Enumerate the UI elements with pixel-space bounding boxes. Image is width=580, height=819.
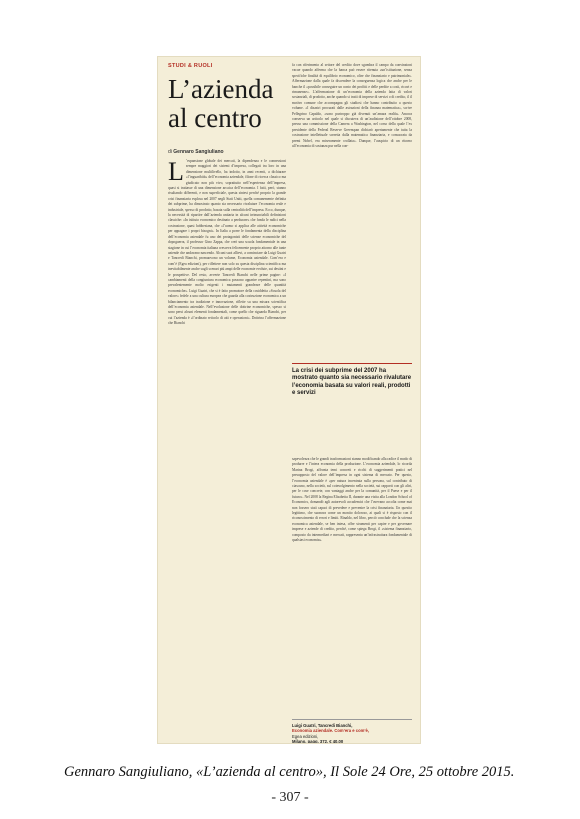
drop-cap: L (168, 159, 184, 186)
article-headline (168, 75, 278, 133)
byline-prefix: di (168, 149, 172, 155)
book-details: Milano, pagg. 372, € 40,00 (292, 738, 344, 743)
pull-quote: La crisi dei subprime del 2007 ha mostrato quanto sia necessario rivalutare l’economia basata su valori reali, prodotti e servizi (292, 363, 412, 398)
book-publisher: Egea edizioni, (292, 733, 319, 739)
figure-caption: Gennaro Sangiuliano, «L’azienda al centro», Il Sole 24 Ore, 25 ottobre 2015. (64, 764, 515, 780)
book-title: Economia aziendale. Com’era e com’è, (292, 728, 370, 734)
book-info-box (292, 719, 412, 743)
article-column-1 (168, 159, 286, 737)
headline-line-1: L’azienda (168, 74, 274, 104)
article-column-2 (292, 63, 412, 359)
column-2-text: fa con riferimento al settore del credito dove sgombra il campo da convinzioni vacue quando afferma che la banca può essere ritenuta «un’istituzione, senza specifiche finalità di equilibrio economico, oltre che finanziario e patrimoniale». Affermazione dalla quale fa discendere la conseguenza logica che anche per le banche il «possibile conseguire un conto dei profitti e delle perdite a costi, ricavi e rimanenze». L’affermazione di un’economia della azienda fatta di valori sostanziali, di prodotto, anche quando si tratti di imprese di servizi o di credito, il il motivo comune che accompagna gli studiosi che hanno contribuito a questo volume. «I disastri procurati dalle astrazioni della finanza matematica», scrive Pellegrino Capaldo, «sono purtroppo già divenuti un’amara realtà». Ancora conserva un articolo nel quale si discuteva di un’audizione dell’ottobre 2008, presso una commissione della Camera a Washington, nel corso della quale l’ex presidente della Federal Reserve Greenspan dichiarò apertamente che tutta la costruzione intellettuale sorretta dalla matematica finanziaria, e consacrata da premi Nobel, era miseramente crollata». Dunque, l’auspicio di un ritorno all’economia di sostanza pur nella con- (292, 63, 412, 149)
byline-author: Gennaro Sangiuliano (173, 149, 224, 155)
section-label: STUDI & RUOLI (168, 63, 213, 69)
article-column-3 (292, 457, 412, 715)
newspaper-clipping (158, 57, 420, 743)
column-1-text: ’espansione globale dei mercati, la dipendenza e le connessioni sempre maggiori dei sistemi d’impresa, collegati tra loro in una dimensione multilivello, ha indotto, in anni recenti, a dichiarare «l’inguaribità» dell’economia aziendale, filone di ricerca classico ma giudicato non più vivo, soprattutto nell’esperienza dell’impresa, quasi si trattasse di una dimensione arcaica dell’economia. I fatti, però, stanno risultando differenti, e non superficiale, questa sintesi perché proprio la grande crisi finanziaria esplosa nel 2007 negli Stati Uniti, quella comunemente definita dei subprime, ha dimostrato quanto sia necessario rivalutare l’economia reale e industriale, spesso di prodotto, basata sulla centralità dell’impresa. Ecco, dunque, la necessità di ripartire dall’azienda unitaria in alcuni irrinunciabili definizioni classiche: «In istituto economico destinato a perdurare» che fonda le radici nella costruzione, quasi hobbesiana, che «l’uomo si applica alle attività economiche per appagare i propri bisogni». In Italia a porre le fondamenta della disciplina dell’economia aziendale fu uno dei protagonisti delle scienze economiche del dopoguerra, il professor Gino Zappa, che creò una scuola fondamentale in una stagione in cui l’economia italiana cresceva felicemente proprio attorno alle tante aziende che andavano nascendo. Alcuni suoi allievi, a cominciare da Luigi Guatri e Tancredi Bianchi, promuovono un volume, Economia aziendale. Com’era e com’è (Egea edizioni), per riflettere non solo su questa disciplina scientifica ma inevitabilmente anche sugli scenari più ampi delle economie evolute, sui destini e le prospettive. Del resto, avverte Tancredi Bianchi nelle prime pagine: «I cambiamenti della congiuntura economica possono apparire repentini, ma sono prevalentemente molto esigenti i mutamenti grandezze delle quantità economiche». Luigi Guatri, che si è fatto promotore della cosiddetta «Scuola del valore» fedele a una cultura europea che guarda alla costruzione economica a un bilanciamento tra tradizione e innovazione, riflette su una misura scientifica dell’economia aziendale. Nell’evoluzione delle dottrine economiche, spesso si sono persi alcuni elementi fondamentali, come quello che riguarda Bianchi, per cui l’azienda è «l’ordinato reticolo di atti e operazioni». Dottrina l’affermazione che Bianchi (168, 159, 286, 326)
column-3-text: sapevolezza che le grandi trasformazioni stanno modificando alla radice il modo di produrre e l’intera economia della produzione. L’economia aziendale, lo ricorda Marina Brogi, affronta temi concreti e ricchi di suggerimenti pratici nel presupposto del valore dell’impresa in ogni sistema di mercato. Per questo, l’economia aziendale è «per natura incentrata sulla persona, sul contributo di ciascuno, nella società, sul coinvolgimento nella società, sui rapporti con gli altri, per le cose concrete, con vantaggi anche per la comunità, per il Paese e per il futuro». Nel 2008 la Regina Elisabetta II, durante una visita alla London School of Economics, domandò agli autorevoli accademici che l’avevano accolta come mai non fossero stati capaci di prevedere e prevenire la crisi finanziaria. Un quesito legittimo, che suonava come un monito doloroso, ai quali si è risposto con il riconoscimento di errori e limiti. Rinaldo, nel libro, perciò conclude che la scienza economica aziendale, se ben intesa, offre strumenti per capire e per governare imprese e aziende di credito, perché, come spiega Brogi, il «sistema finanziario, composto da intermediari e mercati, rappresenta un’infrastruttura fondamentale di qualsiasi economia». (292, 457, 412, 543)
headline-line-2: al centro (168, 103, 262, 133)
page-number: - 307 - (271, 790, 309, 805)
byline (168, 149, 224, 155)
book-authors: Luigi Guatri, Tancredi Bianchi, (292, 723, 353, 728)
